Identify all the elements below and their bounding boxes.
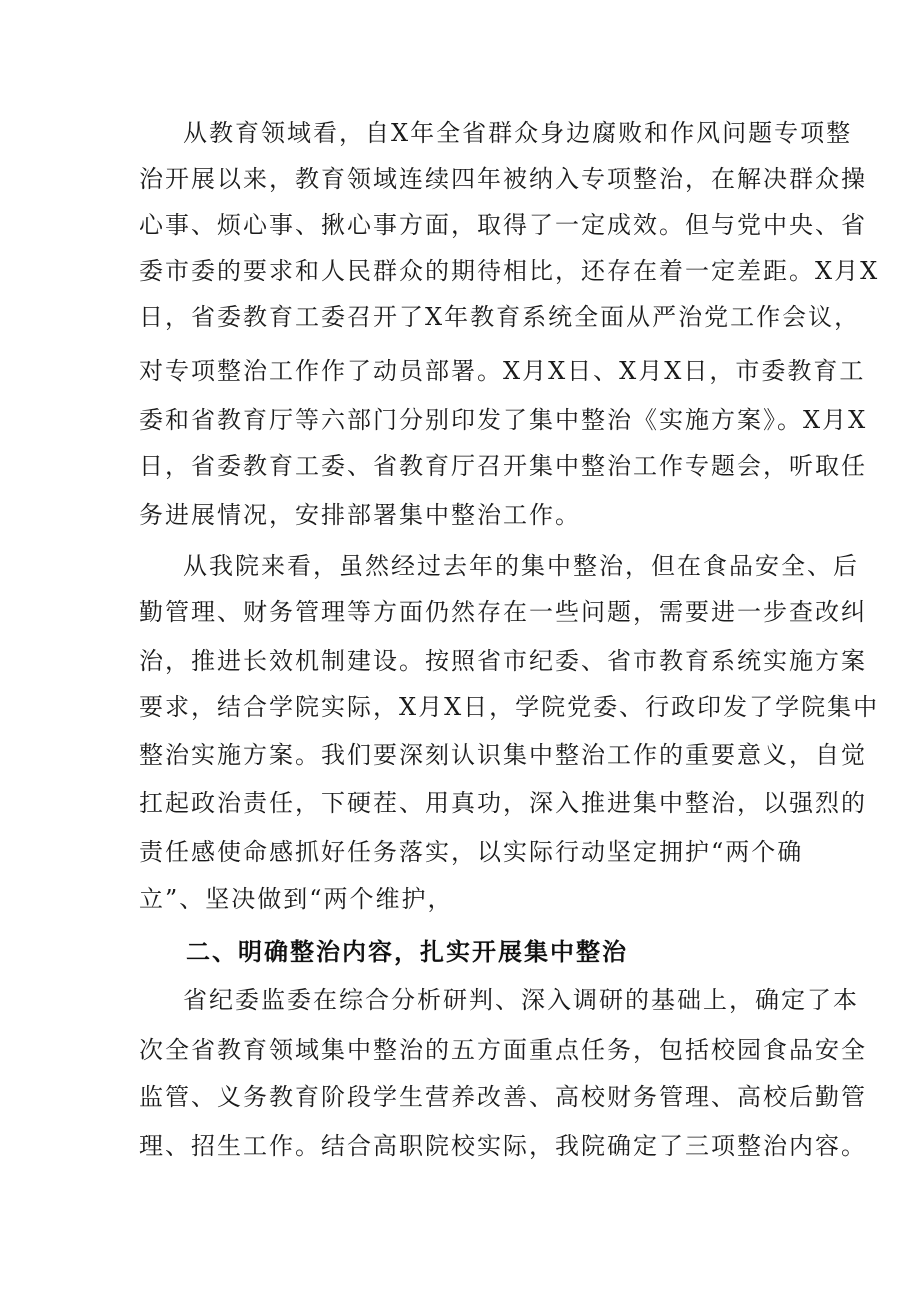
paragraph-1-line-6: 对专项整治工作作了动员部署。X月X日、X月X日，市委教育工 <box>139 357 866 385</box>
paragraph-3-line-1: 省纪委监委在综合分析研判、深入调研的基础上，确定了本 <box>183 986 859 1014</box>
paragraph-1-line-1: 从教育领域看，自X年全省群众身边腐败和作风问题专项整 <box>183 119 853 147</box>
paragraph-2-line-2: 勤管理、财务管理等方面仍然存在一些问题，需要进一步查改纠 <box>139 598 867 626</box>
paragraph-3-line-4: 理、招生工作。结合高职院校实际，我院确定了三项整治内容。 <box>139 1132 867 1160</box>
paragraph-2-line-8: 立”、坚决做到“两个维护， <box>139 885 454 913</box>
paragraph-2-line-7: 责任感使命感抓好任务落实，以实际行动坚定拥护“两个确 <box>139 838 804 866</box>
paragraph-2-line-4: 要求，结合学院实际，X月X日，学院党委、行政印发了学院集中 <box>139 693 880 721</box>
paragraph-1-line-8: 日，省委教育工委、省教育厅召开集中整治工作专题会，听取任 <box>139 452 867 480</box>
paragraph-2-line-1: 从我院来看，虽然经过去年的集中整治，但在食品安全、后 <box>183 552 859 580</box>
paragraph-1-line-3: 心事、烦心事、揪心事方面，取得了一定成效。但与党中央、省 <box>139 211 867 239</box>
paragraph-2-line-6: 扛起政治责任，下硬茬、用真功，深入推进集中整治，以强烈的 <box>139 789 867 817</box>
paragraph-2-line-3: 治，推进长效机制建设。按照省市纪委、省市教育系统实施方案 <box>139 647 867 675</box>
paragraph-1-line-5: 日，省委教育工委召开了X年教育系统全面从严治党工作会议， <box>139 303 861 331</box>
paragraph-2-line-5: 整治实施方案。我们要深刻认识集中整治工作的重要意义，自觉 <box>139 741 867 769</box>
paragraph-3-line-3: 监管、义务教育阶段学生营养改善、高校财务管理、高校后勤管 <box>139 1083 867 1111</box>
paragraph-1-line-7: 委和省教育厅等六部门分别印发了集中整治《实施方案》。X月X <box>139 406 868 434</box>
paragraph-3-line-2: 次全省教育领域集中整治的五方面重点任务，包括校园食品安全 <box>139 1036 867 1064</box>
paragraph-1-line-9: 务进展情况，安排部署集中整治工作。 <box>139 501 581 529</box>
section-heading: 二、明确整治内容，扎实开展集中整治 <box>186 938 628 966</box>
paragraph-1-line-2: 治开展以来，教育领域连续四年被纳入专项整治，在解决群众操 <box>139 165 867 193</box>
paragraph-1-line-4: 委市委的要求和人民群众的期待相比，还存在着一定差距。X月X <box>139 257 880 285</box>
